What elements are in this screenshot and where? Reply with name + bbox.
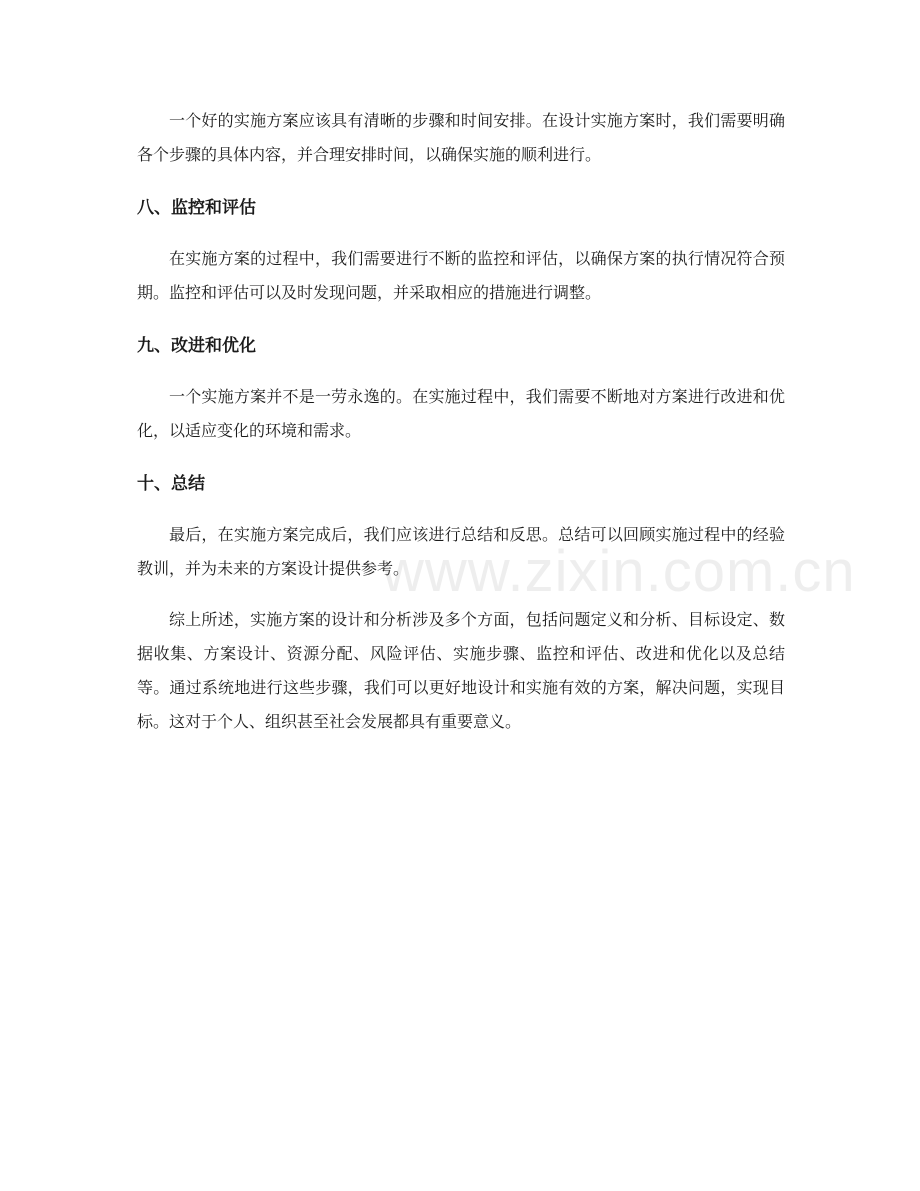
- heading-summary: 十、总结: [137, 474, 205, 494]
- paragraph-summary: 最后，在实施方案完成后，我们应该进行总结和反思。总结可以回顾实施过程中的经验教训，并为未来的方案设计提供参考。: [137, 525, 785, 578]
- paragraph-conclusion: 综上所述，实施方案的设计和分析涉及多个方面，包括问题定义和分析、目标设定、数据收集、方案设计、资源分配、风险评估、实施步骤、监控和评估、改进和优化以及总结等。通过系统地进行这些步骤，我们可以更好地设计和实施有效的方案，解决问题，实现目标。这对于个人、组织甚至社会发展都具有重要意义。: [137, 610, 785, 731]
- paragraph-improve-optimize: 一个实施方案并不是一劳永逸的。在实施过程中，我们需要不断地对方案进行改进和优化，以适应变化的环境和需求。: [137, 387, 785, 440]
- document-body: [137, 104, 785, 739]
- paragraph-monitor-evaluate: 在实施方案的过程中，我们需要进行不断的监控和评估，以确保方案的执行情况符合预期。监控和评估可以及时发现问题，并采取相应的措施进行调整。: [137, 249, 785, 302]
- paragraph-steps-schedule: 一个好的实施方案应该具有清晰的步骤和时间安排。在设计实施方案时，我们需要明确各个步骤的具体内容，并合理安排时间，以确保实施的顺利进行。: [137, 111, 785, 164]
- heading-improve-optimize: 九、改进和优化: [137, 336, 256, 356]
- watermark-text: www.zixin.com.cn: [382, 539, 856, 604]
- heading-monitor-evaluate: 八、监控和评估: [137, 198, 256, 218]
